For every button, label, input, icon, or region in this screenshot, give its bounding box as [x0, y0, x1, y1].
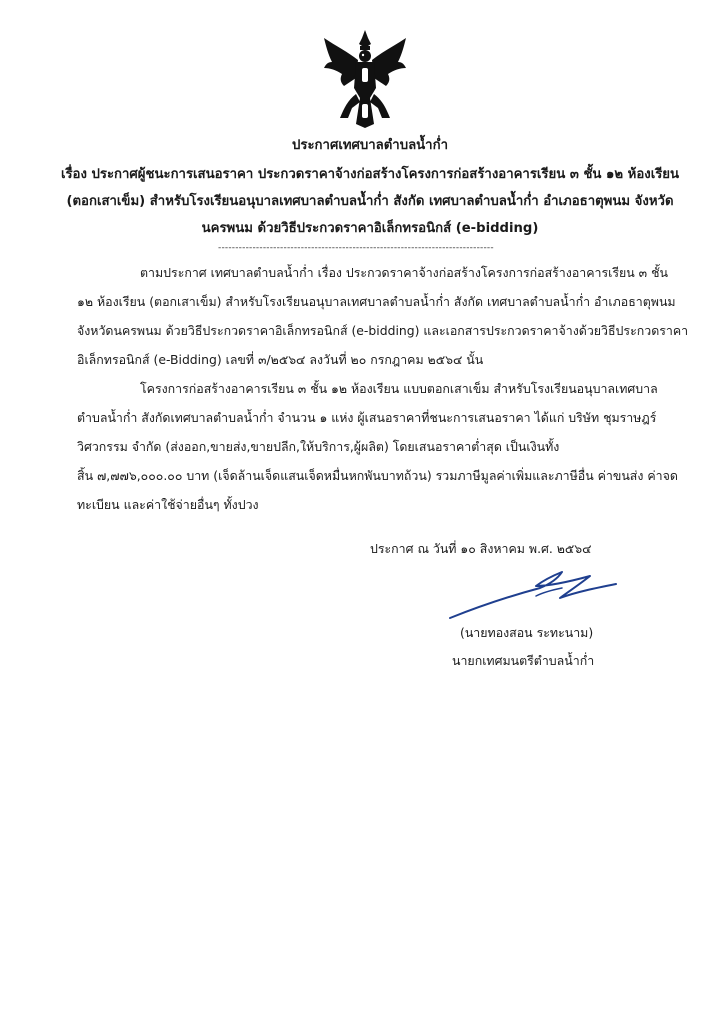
paragraph-line: ตำบลน้ำก่ำ สังกัดเทศบาลตำบลน้ำก่ำ จำนวน ๑ แห่ง ผู้เสนอราคาที่ชนะการเสนอราคา ได้แก่ บริษัท ชุมราษฎร์: [77, 410, 657, 425]
paragraph-line: สิ้น ๗,๗๗๖,๐๐๐.๐๐ บาท (เจ็ดล้านเจ็ดแสนเจ็ดหมื่นหกพันบาทถ้วน) รวมภาษีมูลค่าเพิ่มและภาษีอื่น ค่าขนส่ง ค่าจด: [77, 468, 678, 483]
paragraph-line: ทะเบียน และค่าใช้จ่ายอื่นๆ ทั้งปวง: [77, 497, 259, 512]
dashed-divider: --------------------------------------------------------------------------------: [218, 243, 494, 253]
announcement-title: ประกาศเทศบาลตำบลน้ำก่ำ: [292, 138, 448, 153]
paragraph-line: ๑๒ ห้องเรียน (ตอกเสาเข็ม) สำหรับโรงเรียนอนุบาลเทศบาลตำบลน้ำก่ำ สังกัด เทศบาลตำบลน้ำก่ำ อำเภอธาตุพนม: [77, 294, 676, 309]
subject-line: เรื่อง ประกาศผู้ชนะการเสนอราคา ประกวดราคาจ้างก่อสร้างโครงการก่อสร้างอาคารเรียน ๓ ชั้น ๑๒ ห้องเรียน: [60, 167, 680, 182]
paragraph-line: โครงการก่อสร้างอาคารเรียน ๓ ชั้น ๑๒ ห้องเรียน แบบตอกเสาเข็ม สำหรับโรงเรียนอนุบาลเทศบาล: [140, 381, 658, 396]
signer-title: นายกเทศมนตรีตำบลน้ำก่ำ: [452, 653, 595, 668]
garuda-emblem-icon: [318, 28, 412, 130]
subject-line: นครพนม ด้วยวิธีประกวดราคาอิเล็กทรอนิกส์ (e-bidding): [201, 221, 539, 236]
subject-line: (ตอกเสาเข็ม) สำหรับโรงเรียนอนุบาลเทศบาลตำบลน้ำก่ำ สังกัด เทศบาลตำบลน้ำก่ำ อำเภอธาตุพนม จังหวัด: [66, 194, 674, 209]
paragraph-line: ตามประกาศ เทศบาลตำบลน้ำก่ำ เรื่อง ประกวดราคาจ้างก่อสร้างโครงการก่อสร้างอาคารเรียน ๓ ชั้น: [140, 265, 668, 280]
paragraph-line: จังหวัดนครพนม ด้วยวิธีประกวดราคาอิเล็กทรอนิกส์ (e-bidding) และเอกสารประกวดราคาจ้างด้วยวิธีประกวดราคา: [77, 323, 689, 338]
paragraph-line: อิเล็กทรอนิกส์ (e-Bidding) เลขที่ ๓/๒๕๖๔ ลงวันที่ ๒๐ กรกฎาคม ๒๕๖๔ นั้น: [77, 352, 484, 367]
paragraph-line: วิศวกรรม จำกัด (ส่งออก,ขายส่ง,ขายปลีก,ให้บริการ,ผู้ผลิต) โดยเสนอราคาต่ำสุด เป็นเงินทั้ง: [77, 439, 560, 454]
announcement-date: ประกาศ ณ วันที่ ๑๐ สิงหาคม พ.ศ. ๒๕๖๔: [370, 541, 592, 556]
signer-name: (นายทองสอน ระทะนาม): [460, 625, 594, 640]
handwritten-signature: [440, 562, 620, 626]
